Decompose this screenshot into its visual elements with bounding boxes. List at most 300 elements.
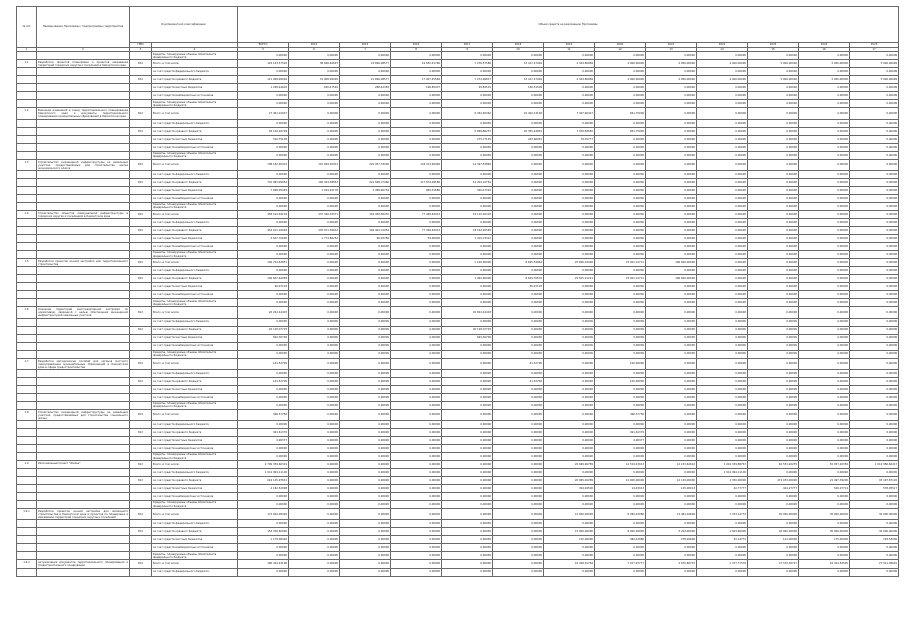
year-value-cell: 2 000,00000 xyxy=(595,60,646,68)
funding-source: за счет средств местных бюджетов xyxy=(152,235,238,243)
year-value-cell: 0,00000 xyxy=(799,251,850,259)
year-value-cell: 0,00000 xyxy=(595,568,646,576)
year-value-cell: 0,00000 xyxy=(646,544,697,552)
table-row xyxy=(17,299,899,307)
row-number xyxy=(17,52,37,60)
year-value-cell: 0,00000 xyxy=(748,401,799,409)
table-row xyxy=(17,385,899,393)
funding-source: за счет средств внебюджетных источников xyxy=(152,493,238,501)
year-value-cell: 56,97193 xyxy=(493,283,544,291)
table-row xyxy=(17,235,899,243)
year-value-cell: 0,00000 xyxy=(544,307,595,318)
total-cell: 0,00000 xyxy=(238,243,289,251)
total-cell: 0,00000 xyxy=(238,92,289,100)
table-row xyxy=(17,259,899,267)
year-value-cell: 0,00000 xyxy=(544,552,595,560)
total-cell: 0,00000 xyxy=(238,100,289,108)
measure-name xyxy=(37,485,130,493)
kbk-code xyxy=(130,493,152,501)
year-value-cell: 0,00000 xyxy=(697,119,748,127)
year-value-cell: 0,00000 xyxy=(340,194,391,202)
year-value-cell: 0,00000 xyxy=(646,227,697,235)
column-number: 7 xyxy=(340,48,391,52)
year-value-cell: 0,00000 xyxy=(850,453,899,461)
year-value-cell: 0,00000 xyxy=(799,186,850,194)
year-value-cell: 0,00000 xyxy=(442,369,493,377)
year-value-cell: 0,00000 xyxy=(850,291,899,299)
kbk-code xyxy=(130,251,152,259)
year-value-cell: 0,00000 xyxy=(595,445,646,453)
year-value-cell: 0,00000 xyxy=(799,127,850,135)
year-value-cell: 0,00000 xyxy=(697,178,748,186)
year-value-cell: 0,00000 xyxy=(391,453,442,461)
table-row xyxy=(17,307,899,318)
year-value-cell: 0,00000 xyxy=(391,143,442,151)
year-value-cell: 0,00000 xyxy=(391,92,442,100)
year-value-cell: 0,00000 xyxy=(799,227,850,235)
measure-name xyxy=(37,453,130,461)
year-value-cell: 0,00000 xyxy=(340,528,391,536)
year-value-cell: 0,00000 xyxy=(646,552,697,560)
total-cell: 0,00000 xyxy=(238,493,289,501)
year-value-cell: 0,00000 xyxy=(493,159,544,170)
year-value-cell: 0,00000 xyxy=(442,509,493,520)
year-value-cell: 0,00000 xyxy=(850,552,899,560)
table-row xyxy=(17,560,899,568)
year-value-cell: 0,00000 xyxy=(799,202,850,210)
year-value-cell: 0,00000 xyxy=(595,186,646,194)
year-value-cell: 0,00000 xyxy=(748,275,799,283)
year-value-cell: 0,00000 xyxy=(697,259,748,267)
year-value-cell: 0,00000 xyxy=(646,501,697,509)
year-value-cell: 0,00000 xyxy=(493,485,544,493)
measure-name xyxy=(37,291,130,299)
measure-name: Внесение изменений в схему территориального планирования Камчатского края и документы территориального планирования муниципальных образований в Камчатском крае xyxy=(38,109,128,119)
year-value-cell: 0,00000 xyxy=(697,342,748,350)
measure-name xyxy=(37,151,130,159)
year-value-cell: 496,57756 xyxy=(595,409,646,420)
year-value-cell: 0,00000 xyxy=(646,108,697,119)
year-value-cell: 2 000,00000 xyxy=(646,60,697,68)
year-value-cell: 52,14772 xyxy=(697,536,748,544)
year-value-cell: 22 402,13148 xyxy=(493,108,544,119)
year-value-cell: 0,00000 xyxy=(595,544,646,552)
year-value-cell: 0,00000 xyxy=(442,291,493,299)
funding-source: Всего, в том числе: xyxy=(152,409,238,420)
kbk-code: 812 xyxy=(130,409,152,420)
year-value-cell: 0,00000 xyxy=(646,326,697,334)
year-value-cell: 0,00000 xyxy=(493,421,544,429)
funding-source: за счет средств местных бюджетов xyxy=(152,84,238,92)
header-year: 2015 xyxy=(340,43,391,48)
column-number: 3 xyxy=(130,48,152,52)
year-value-cell: 30 000,00000 xyxy=(850,528,899,536)
funding-source: Кредиты, планируемые объемы обязательств федерального бюджета xyxy=(152,299,238,307)
year-value-cell: 0,00000 xyxy=(799,469,850,477)
year-value-cell: 0,00000 xyxy=(493,401,544,409)
table-row xyxy=(17,202,899,210)
table-row xyxy=(17,437,899,445)
row-number xyxy=(17,299,37,307)
year-value-cell: 0,00000 xyxy=(493,334,544,342)
column-number: 12 xyxy=(595,48,646,52)
year-value-cell: 0,00000 xyxy=(289,560,340,568)
year-value-cell: 0,00000 xyxy=(595,84,646,92)
total-cell: 2 182,52098 xyxy=(238,485,289,493)
header-year: 2017 xyxy=(442,43,493,48)
year-value-cell: 0,00000 xyxy=(442,119,493,127)
kbk-code xyxy=(130,568,152,576)
year-value-cell: 0,00000 xyxy=(850,178,899,186)
year-value-cell: 0,00000 xyxy=(544,377,595,385)
kbk-code: 812 xyxy=(130,60,152,68)
kbk-code xyxy=(130,291,152,299)
year-value-cell: 0,00000 xyxy=(646,299,697,307)
year-value-cell: 0,00000 xyxy=(289,326,340,334)
table-row xyxy=(17,76,899,84)
year-value-cell: 0,00000 xyxy=(391,385,442,393)
year-value-cell: 0,00000 xyxy=(646,267,697,275)
year-value-cell: 0,00000 xyxy=(697,219,748,227)
year-value-cell: 0,00000 xyxy=(442,409,493,420)
row-number xyxy=(17,243,37,251)
year-value-cell: 0,00000 xyxy=(595,210,646,218)
year-value-cell: 460,43086 xyxy=(595,536,646,544)
year-value-cell: 1 503,60000 xyxy=(697,528,748,536)
year-value-cell: 0,00000 xyxy=(493,544,544,552)
year-value-cell: 30 000,00000 xyxy=(799,528,850,536)
year-value-cell: 0,00000 xyxy=(850,259,899,267)
year-value-cell: 4 000,00000 xyxy=(697,76,748,84)
measure-name xyxy=(37,119,130,127)
year-value-cell: 5 000,00000 xyxy=(799,76,850,84)
year-value-cell: 0,00000 xyxy=(340,520,391,528)
year-value-cell: 77 346,63913 xyxy=(391,227,442,235)
year-value-cell: 0,00000 xyxy=(697,291,748,299)
row-number xyxy=(17,170,37,178)
year-value-cell: 0,00000 xyxy=(595,385,646,393)
row-number: 1.9 xyxy=(17,461,37,469)
year-value-cell: 0,00000 xyxy=(340,108,391,119)
total-cell: 0,00000 xyxy=(238,119,289,127)
year-value-cell: 0,00000 xyxy=(646,143,697,151)
year-value-cell: 0,00000 xyxy=(391,52,442,60)
year-value-cell: 0,00000 xyxy=(799,299,850,307)
year-value-cell: 0,00000 xyxy=(748,84,799,92)
measure-name xyxy=(37,528,130,536)
year-value-cell: 41,52700 xyxy=(493,358,544,369)
year-value-cell: 0,00000 xyxy=(340,342,391,350)
year-value-cell: 0,00000 xyxy=(748,350,799,358)
year-value-cell: 0,00000 xyxy=(289,307,340,318)
year-value-cell: 0,00000 xyxy=(850,283,899,291)
total-cell: 0,00000 xyxy=(238,445,289,453)
year-value-cell: 0,00000 xyxy=(289,259,340,267)
year-value-cell: 0,00000 xyxy=(289,552,340,560)
year-value-cell: 0,00000 xyxy=(544,251,595,259)
table-row xyxy=(17,445,899,453)
kbk-code: 812 xyxy=(130,127,152,135)
year-value-cell: 474 033,20000 xyxy=(748,477,799,485)
year-value-cell: 0,00000 xyxy=(493,299,544,307)
total-cell: 0,00000 xyxy=(238,143,289,151)
year-value-cell: 0,00000 xyxy=(391,358,442,369)
year-value-cell: 14 204,14781 xyxy=(442,178,493,186)
row-number xyxy=(17,202,37,210)
year-value-cell: 0,00000 xyxy=(493,369,544,377)
row-number xyxy=(17,568,37,576)
year-value-cell: 0,00000 xyxy=(442,68,493,76)
funding-source: Всего, в том числе: xyxy=(152,509,238,520)
year-value-cell: 0,00000 xyxy=(850,143,899,151)
year-value-cell: 0,00000 xyxy=(697,143,748,151)
year-value-cell: 0,00000 xyxy=(340,437,391,445)
year-value-cell: 0,00000 xyxy=(289,135,340,143)
year-value-cell: 1 019 380,66417 xyxy=(850,461,899,469)
kbk-code xyxy=(130,68,152,76)
year-value-cell: 0,00000 xyxy=(646,151,697,159)
kbk-code xyxy=(130,385,152,393)
year-value-cell: 0,00000 xyxy=(850,170,899,178)
row-number xyxy=(17,178,37,186)
row-number xyxy=(17,251,37,259)
year-value-cell: 630,47592 xyxy=(289,84,340,92)
total-cell: 496,57756 xyxy=(238,409,289,420)
kbk-code: 812 xyxy=(130,358,152,369)
year-value-cell: 0,00000 xyxy=(544,143,595,151)
measure-name xyxy=(37,429,130,437)
row-number xyxy=(17,219,37,227)
year-value-cell: 0,00000 xyxy=(646,469,697,477)
year-value-cell: 0,00000 xyxy=(748,342,799,350)
year-value-cell: 41,52700 xyxy=(493,377,544,385)
year-value-cell: 0,00000 xyxy=(850,210,899,218)
year-value-cell: 0,00000 xyxy=(289,127,340,135)
year-value-cell: 0,00000 xyxy=(595,291,646,299)
year-value-cell: 0,00000 xyxy=(850,100,899,108)
year-value-cell: 0,00000 xyxy=(850,469,899,477)
funding-source: за счет средств местных бюджетов xyxy=(152,485,238,493)
column-number: 6 xyxy=(289,48,340,52)
year-value-cell: 0,00000 xyxy=(850,385,899,393)
table-row xyxy=(17,159,899,170)
row-number xyxy=(17,68,37,76)
year-value-cell: 0,00000 xyxy=(646,342,697,350)
total-cell: 0,00000 xyxy=(238,194,289,202)
table-row xyxy=(17,552,899,560)
year-value-cell: 8 695,34864 xyxy=(493,259,544,267)
year-value-cell: 100,00000 xyxy=(595,358,646,369)
year-value-cell: 0,00000 xyxy=(289,528,340,536)
year-value-cell: 0,00000 xyxy=(442,544,493,552)
year-value-cell: 0,00000 xyxy=(697,135,748,143)
total-cell: 694,36700 xyxy=(238,334,289,342)
kbk-code xyxy=(130,243,152,251)
year-value-cell: 1 377,77576 xyxy=(697,560,748,568)
year-value-cell: 0,00000 xyxy=(850,429,899,437)
year-value-cell: 0,00000 xyxy=(646,68,697,76)
year-value-cell: 0,00000 xyxy=(697,267,748,275)
year-value-cell: 0,00000 xyxy=(748,520,799,528)
year-value-cell: 0,00000 xyxy=(544,210,595,218)
year-value-cell: 0,00000 xyxy=(391,393,442,401)
year-value-cell: 198,85437 xyxy=(391,84,442,92)
year-value-cell: 0,00000 xyxy=(391,243,442,251)
year-value-cell: 0,00000 xyxy=(697,385,748,393)
year-value-cell: 0,00000 xyxy=(799,52,850,60)
row-number xyxy=(17,76,37,84)
row-number xyxy=(17,369,37,377)
year-value-cell: 1 100,00000 xyxy=(442,259,493,267)
measure-name xyxy=(37,84,130,92)
year-value-cell: 0,00000 xyxy=(595,170,646,178)
year-value-cell: 0,00000 xyxy=(289,92,340,100)
year-value-cell: 96,93780 xyxy=(340,235,391,243)
year-value-cell: 0,00000 xyxy=(493,429,544,437)
year-value-cell: 0,00000 xyxy=(697,421,748,429)
year-value-cell: 0,00000 xyxy=(748,202,799,210)
year-value-cell: 0,00000 xyxy=(748,194,799,202)
year-value-cell: 0,00000 xyxy=(289,267,340,275)
program-funding-table-sheet xyxy=(16,6,898,577)
measure-name xyxy=(37,536,130,544)
year-value-cell: 0,00000 xyxy=(595,501,646,509)
year-value-cell: 0,00000 xyxy=(289,501,340,509)
row-number xyxy=(17,393,37,401)
year-value-cell: 136,31509 xyxy=(493,84,544,92)
year-value-cell: 59,00000 xyxy=(391,235,442,243)
year-value-cell: 77 446,63913 xyxy=(391,210,442,218)
total-cell: 1 014 994,11100 xyxy=(238,469,289,477)
year-value-cell: 20 822,44403 xyxy=(442,307,493,318)
table-row xyxy=(17,251,899,259)
year-value-cell: 38 946,40697 xyxy=(289,60,340,68)
year-value-cell: 0,00000 xyxy=(799,421,850,429)
year-value-cell: 125,00000 xyxy=(544,536,595,544)
year-value-cell: 0,00000 xyxy=(289,100,340,108)
year-value-cell: 0,00000 xyxy=(493,92,544,100)
year-value-cell: 0,00000 xyxy=(748,267,799,275)
year-value-cell: 0,00000 xyxy=(646,437,697,445)
row-number xyxy=(17,92,37,100)
year-value-cell: 0,00000 xyxy=(544,100,595,108)
table-row xyxy=(17,219,899,227)
total-cell: 2 709 359,66301 xyxy=(238,461,289,469)
measure-name xyxy=(37,219,130,227)
year-value-cell: 0,00000 xyxy=(799,267,850,275)
year-value-cell: 0,00000 xyxy=(289,453,340,461)
year-value-cell: 0,00000 xyxy=(595,318,646,326)
kbk-code xyxy=(130,520,152,528)
column-number: 16 xyxy=(799,48,850,52)
header-year: 2014 xyxy=(289,43,340,48)
year-value-cell: 0,00000 xyxy=(340,469,391,477)
year-value-cell: 0,00000 xyxy=(340,334,391,342)
year-value-cell: 0,00000 xyxy=(748,544,799,552)
row-number xyxy=(17,151,37,159)
year-value-cell: 0,00000 xyxy=(850,127,899,135)
table-row xyxy=(17,135,899,143)
year-value-cell: 1 333,14772 xyxy=(697,509,748,520)
measure-name xyxy=(37,170,130,178)
year-value-cell: 1 001 339,88767 xyxy=(697,461,748,469)
row-number xyxy=(17,135,37,143)
year-value-cell: 0,00000 xyxy=(544,202,595,210)
year-value-cell: 0,00000 xyxy=(799,143,850,151)
kbk-code: 812 xyxy=(130,275,152,283)
year-value-cell: 0,00000 xyxy=(493,243,544,251)
year-value-cell: 0,00000 xyxy=(799,393,850,401)
year-value-cell: 2 670,80707 xyxy=(646,560,697,568)
header-year: 2018 xyxy=(493,43,544,48)
funding-source: за счет средств краевого бюджета xyxy=(152,477,238,485)
year-value-cell: 125,00013 xyxy=(646,485,697,493)
year-value-cell: 0,00000 xyxy=(850,275,899,283)
kbk-code xyxy=(130,235,152,243)
year-value-cell: 0,00000 xyxy=(340,421,391,429)
year-value-cell: 0,00000 xyxy=(646,318,697,326)
year-value-cell: 0,00000 xyxy=(595,202,646,210)
year-value-cell: 0,00000 xyxy=(391,469,442,477)
year-value-cell: 0,00000 xyxy=(340,453,391,461)
year-value-cell: 0,00000 xyxy=(493,437,544,445)
year-value-cell: 0,00000 xyxy=(799,334,850,342)
year-value-cell: 0,00000 xyxy=(442,469,493,477)
kbk-code: 812 xyxy=(130,259,152,267)
year-value-cell: 0,00000 xyxy=(340,275,391,283)
column-number: 2 xyxy=(37,48,130,52)
year-value-cell: 16 428,01784 xyxy=(544,560,595,568)
row-number xyxy=(17,485,37,493)
year-value-cell: 0,00000 xyxy=(697,544,748,552)
year-value-cell: 0,00000 xyxy=(748,178,799,186)
year-value-cell: 0,00000 xyxy=(697,299,748,307)
year-value-cell: 0,00000 xyxy=(646,92,697,100)
year-value-cell: 0,00000 xyxy=(493,385,544,393)
year-value-cell: 0,00000 xyxy=(748,568,799,576)
year-value-cell: 0,00000 xyxy=(799,151,850,159)
year-value-cell: 0,00000 xyxy=(850,401,899,409)
year-value-cell: 0,00000 xyxy=(697,210,748,218)
year-value-cell: 0,00000 xyxy=(748,92,799,100)
year-value-cell: 20 000,00000 xyxy=(748,528,799,536)
column-number: 14 xyxy=(697,48,748,52)
year-value-cell: 5 000,00000 xyxy=(799,60,850,68)
year-value-cell: 0,00000 xyxy=(748,219,799,227)
year-value-cell: 0,00000 xyxy=(697,445,748,453)
column-number: 10 xyxy=(493,48,544,52)
year-value-cell: 2 350,00000 xyxy=(697,477,748,485)
total-cell: 154 706,60000 xyxy=(238,528,289,536)
year-value-cell: 81 057,20356 xyxy=(799,461,850,469)
year-value-cell: 0,00000 xyxy=(289,377,340,385)
kbk-code xyxy=(130,283,152,291)
header-year: 2024 xyxy=(799,43,850,48)
year-value-cell: 221 568,17466 xyxy=(340,178,391,186)
year-value-cell: 0,00000 xyxy=(646,393,697,401)
table-row xyxy=(17,520,899,528)
funding-source: за счет средств краевого бюджета xyxy=(152,528,238,536)
year-value-cell: 0,00000 xyxy=(595,151,646,159)
measure-name xyxy=(37,493,130,501)
kbk-code xyxy=(130,334,152,342)
year-value-cell: 0,00000 xyxy=(544,453,595,461)
year-value-cell: 0,00000 xyxy=(748,334,799,342)
year-value-cell: 0,00000 xyxy=(391,509,442,520)
year-value-cell: 0,00000 xyxy=(391,108,442,119)
row-number: 1.9.1 xyxy=(17,509,37,520)
year-value-cell: 0,00000 xyxy=(493,68,544,76)
